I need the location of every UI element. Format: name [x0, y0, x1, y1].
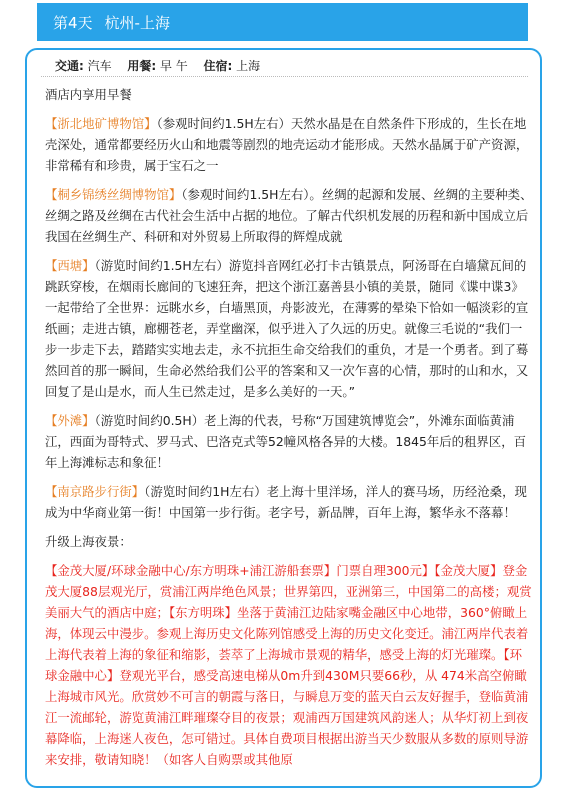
- attraction-name: 【西塘】: [45, 258, 95, 273]
- attraction-name: 【桐乡锦绣丝绸博物馆】: [45, 187, 182, 202]
- itinerary-content: [45, 84, 533, 778]
- attraction-name: 【外滩】: [45, 413, 95, 428]
- lodging-value: 上海: [236, 59, 261, 73]
- attraction-text: （游览时间约0.5H）老上海的代表，号称“万国建筑博览会”，外滩东面临黄浦江，西面为哥特式、罗马式、巴洛克式等52幢风格各异的大楼。1845年后的租界区，百年上海滩标志和象征！: [45, 413, 526, 470]
- attraction-name: 【南京路步行街】: [45, 484, 145, 499]
- attraction-text: （参观时间约1.5H左右）天然水晶是在自然条件下形成的，生长在地壳深处，通常都要经历火山和地震等剧烈的地壳运动才能形成。天然水晶属于矿产资源，非常稀有和珍贵，属于宝石之一: [45, 116, 529, 173]
- transport-label: 交通:: [55, 59, 84, 73]
- attraction-paragraph: [45, 410, 533, 473]
- attraction-paragraph: [45, 184, 533, 247]
- breakfast-note: 酒店内享用早餐: [45, 87, 132, 102]
- attraction-paragraph: [45, 481, 533, 523]
- attraction-paragraph: [45, 113, 533, 176]
- day-header: [37, 3, 528, 41]
- attraction-text: （游览时间约1.5H左右）游览抖音网红必打卡古镇景点，阿汤哥在白墙黛瓦间的跳跃穿梭，在烟雨长廊间的飞速狂奔，把这个浙江嘉善县小镇的美景，随同《谍中谍3》一起带给了全世界：远眺水乡，白墙黑顶，舟影波光，在薄雾的晕染下恰如一幅淡彩的宣纸画；走进古镇，廊棚苍老，弄堂幽深，似乎进入了久远的历史。就像三毛说的“我们一步一步走下去，踏踏实实地去走，永不抗拒生命交给我们的重负，才是一个勇者。到了蓦然回首的那一瞬间，生命必然给我们公平的答案和又一次乍喜的心情，那时的山和水，又回复了是山是水，而人生已然走过，是多么美好的一天。”: [45, 258, 529, 399]
- route-label: 杭州-上海: [104, 13, 170, 32]
- transport-value: 汽车: [87, 59, 112, 73]
- itinerary-card: [25, 48, 542, 788]
- attraction-text: （游览时间约1H左右）老上海十里洋场，洋人的赛马场，历经沧桑，现成为中华商业第一街！中国第一步行街。老字号，新品牌，百年上海，繁华永不落幕！: [45, 484, 527, 520]
- night-tour-text: 【金茂大厦/环球金融中心/东方明珠+浦江游船套票】门票自理300元】【金茂大厦】登金茂大厦88层观光厅，赏浦江两岸绝色风景；世界第四，亚洲第三，中国第二的高楼；观赏美丽大气的酒店中庭；【东方明珠】坐落于黄浦江边陆家嘴金融区中心地带，360°俯瞰上海，体现云中漫步。参观上海历史文化陈列馆感受上海的历史文化变迁。浦江两岸代表着上海代表着上海的象征和缩影，荟萃了上海城市景观的精华，感受上海的灯光璀璨。【环球金融中心】登观光平台，感受高速电梯从0m升到430M只要66秒，从 474米高空俯瞰上海城市风光。欣赏妙不可言的朝霞与落日，与瞬息万变的蓝天白云友好握手，登临黄浦江一流邮轮，游览黄浦江畔璀璨夺目的夜景；观浦西万国建筑风韵迷人；从华灯初上到夜幕降临，上海迷人夜色，怎可错过。具体自费项目根据出游当天少数服从多数的原则导游来安排，敬请知晓！（如客人自购票或其他原: [45, 563, 532, 767]
- attraction-text: （参观时间约1.5H左右）。丝绸的起源和发展、丝绸的主要种类、丝绸之路及丝绸在古代社会生活中占据的地位。了解古代织机发展的历程和新中国成立后我国在丝绸生产、科研和对外贸易上所取得的辉煌成就: [45, 187, 533, 244]
- upgrade-title: 升级上海夜景：: [45, 534, 132, 549]
- info-row: [41, 56, 528, 77]
- day-label: 第4天: [53, 13, 93, 32]
- meals-label: 用餐:: [127, 59, 157, 73]
- attraction-paragraph: [45, 255, 533, 402]
- meals-value: 早 午: [159, 59, 188, 73]
- attraction-name: 【浙北地矿博物馆】: [45, 116, 157, 131]
- lodging-label: 住宿:: [203, 59, 233, 73]
